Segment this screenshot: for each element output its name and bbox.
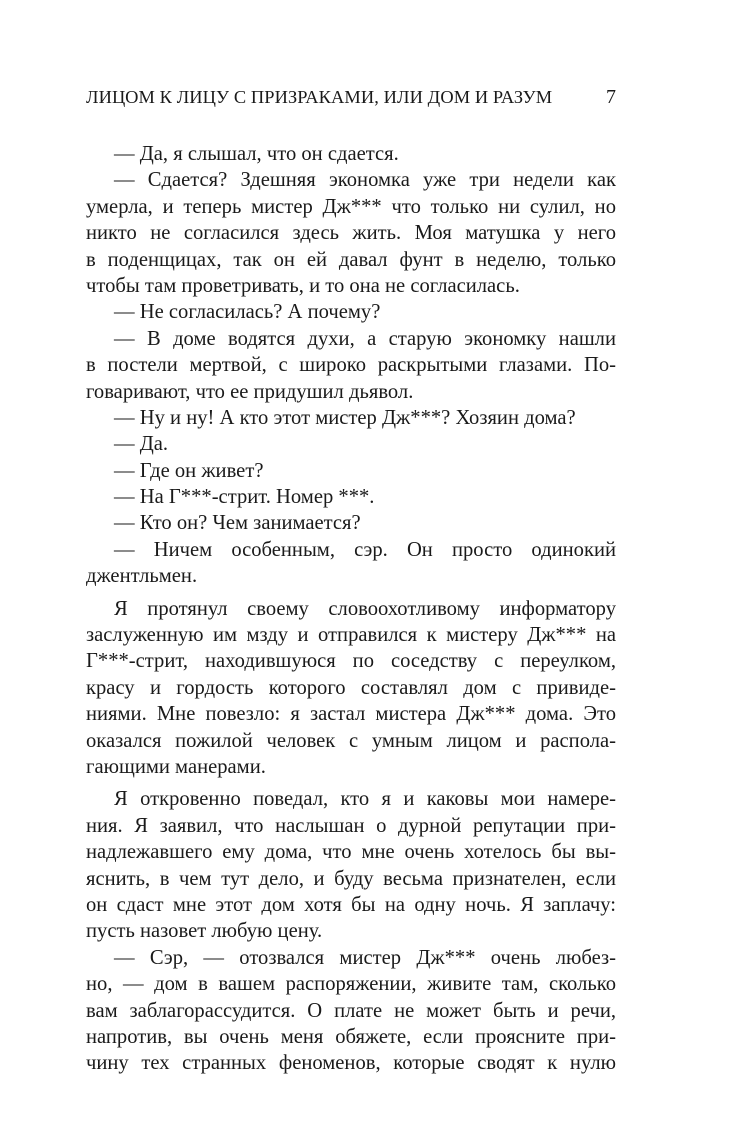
- text-line: джентльмен.: [86, 565, 198, 588]
- text-line: — Где он живет?: [114, 459, 264, 482]
- text-line: оказался пожилой человек с умным лицом и распола-: [86, 729, 616, 752]
- text-line: красу и гордость которого составлял дом с привиде-: [86, 676, 616, 699]
- text-line: говаривают, что ее придушил дьявол.: [86, 380, 414, 403]
- text-line: заслуженную им мзду и отправился к мистеру Дж*** на: [86, 624, 616, 647]
- text-line: пусть назовет любую цену.: [86, 920, 323, 943]
- text-line: — Да, я слышал, что он сдается.: [114, 143, 399, 165]
- body-text: [86, 141, 616, 1077]
- running-title: ЛИЦОМ К ЛИЦУ С ПРИЗРАКАМИ, ИЛИ ДОМ И РАЗУМ: [86, 87, 553, 107]
- text-line: — Ничем особенным, сэр. Он просто одинокий: [114, 538, 616, 561]
- text-line: в поденщицах, так он ей давал фунт в неделю, только: [86, 248, 616, 271]
- text-line: надлежавшего ему дома, что мне очень хотелось бы вы-: [86, 841, 616, 864]
- text-line: в постели мертвой, с широко раскрытыми глазами. По-: [86, 354, 616, 377]
- text-line: ниями. Мне повезло: я застал мистера Дж*** дома. Это: [86, 703, 616, 726]
- text-line: напротив, вы очень меня обяжете, если проясните при-: [86, 1025, 616, 1048]
- text-line: никто не согласился здесь жить. Моя матушка у него: [86, 222, 616, 245]
- text-line: ния. Я заявил, что наслышан о дурной репутации при-: [86, 814, 616, 837]
- text-line: яснить, в чем тут дело, и буду весьма признателен, если: [86, 867, 616, 890]
- text-line: — Да.: [114, 433, 169, 456]
- text-line: — Сэр, — отозвался мистер Дж*** очень любез-: [114, 946, 616, 969]
- text-line: — Ну и ну! А кто этот мистер Дж***? Хозяин дома?: [114, 406, 576, 429]
- text-line: чтобы там проветривать, и то она не согласилась.: [86, 274, 520, 297]
- text-line: — Сдается? Здешняя экономка уже три недели как: [114, 169, 616, 192]
- text-line: он сдаст мне этот дом хотя бы на одну ночь. Я заплачу:: [86, 893, 616, 916]
- text-line: гающими манерами.: [86, 755, 266, 778]
- text-line: Г***-стрит, находившуюся по соседству с переулком,: [86, 650, 616, 673]
- text-line: умерла, и теперь мистер Дж*** что только ни сулил, но: [86, 195, 616, 218]
- text-line: чину тех странных феноменов, которые сводят к нулю: [86, 1052, 616, 1075]
- text-line: вам заблагорассудится. О плате не может быть и речи,: [86, 999, 616, 1022]
- page-number: 7: [606, 86, 616, 108]
- text-line: — Кто он? Чем занимается?: [114, 512, 361, 535]
- text-line: но, — дом в вашем распоряжении, живите там, сколько: [86, 973, 616, 996]
- text-line: — В доме водятся духи, а старую экономку нашли: [114, 327, 616, 350]
- text-line: Я откровенно поведал, кто я и каковы мои намере-: [114, 788, 616, 811]
- text-line: — Не согласилась? А почему?: [114, 301, 381, 324]
- text-line: — На Г***-стрит. Номер ***.: [114, 486, 375, 509]
- text-line: Я протянул своему словоохотливому информатору: [114, 597, 616, 620]
- running-head: [86, 86, 616, 112]
